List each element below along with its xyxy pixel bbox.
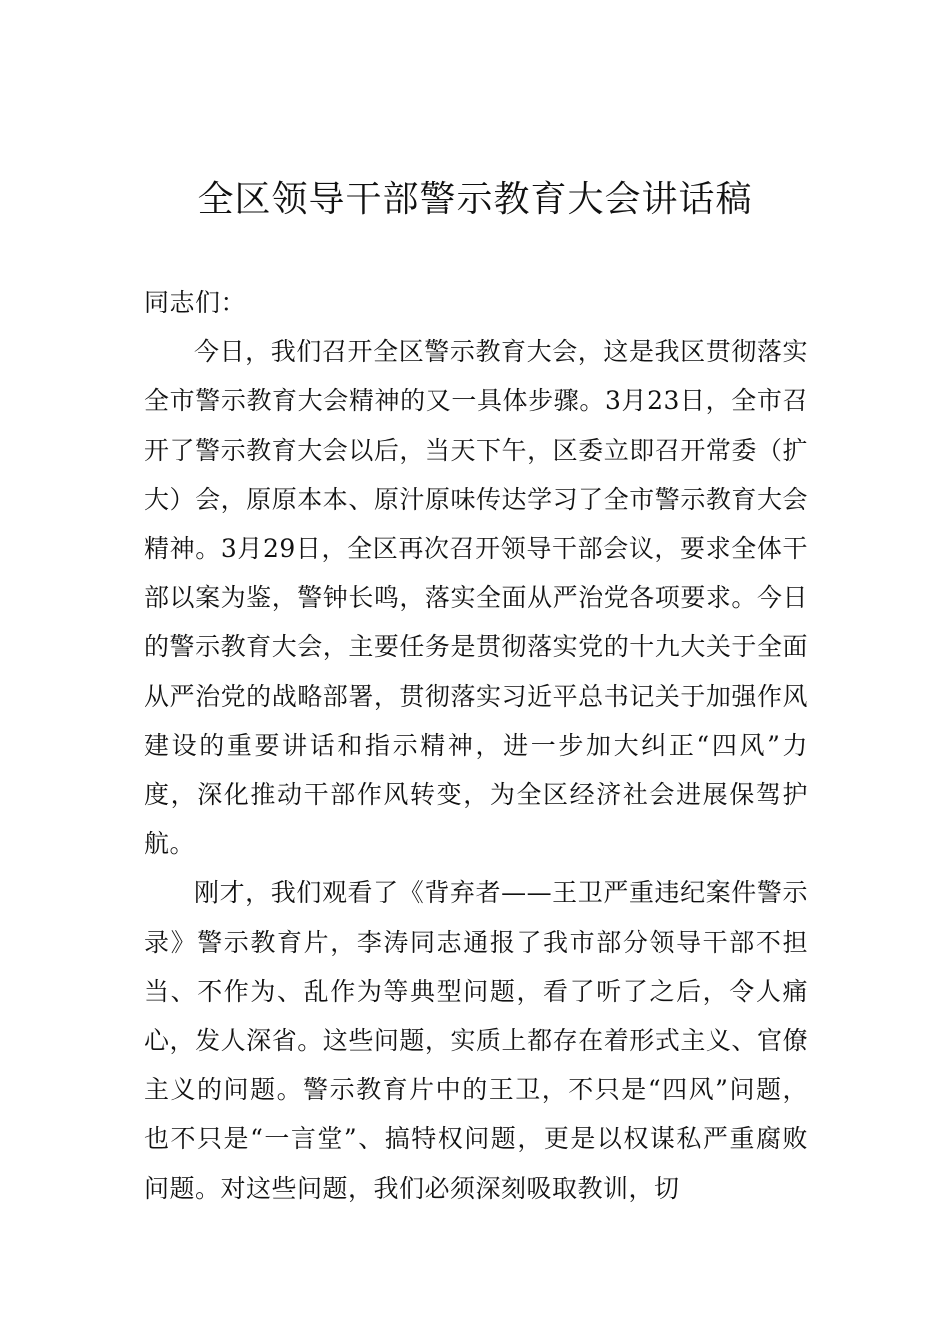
document-body	[144, 278, 808, 1213]
paragraph-2: 刚才，我们观看了《背弃者——王卫严重违纪案件警示录》警示教育片，李涛同志通报了我市部分领导干部不担当、不作为、乱作为等典型问题，看了听了之后，令人痛心，发人深省。这些问题，实质上都存在着形式主义、官僚主义的问题。警示教育片中的王卫，不只是“四风”问题，也不只是“一言堂”、搞特权问题，更是以权谋私严重腐败问题。对这些问题，我们必须深刻吸取教训，切	[144, 878, 808, 1203]
paragraph-1: 今日，我们召开全区警示教育大会，这是我区贯彻落实全市警示教育大会精神的又一具体步骤。3月23日，全市召开了警示教育大会以后，当天下午，区委立即召开常委（扩大）会，原原本本、原汁原味传达学习了全市警示教育大会精神。3月29日，全区再次召开领导干部会议，要求全体干部以案为鉴，警钟长鸣，落实全面从严治党各项要求。今日的警示教育大会，主要任务是贯彻落实党的十九大关于全面从严治党的战略部署，贯彻落实习近平总书记关于加强作风建设的重要讲话和指示精神，进一步加大纠正“四风”力度，深化推动干部作风转变，为全区经济社会进展保驾护航。	[144, 337, 808, 859]
document-title: 全区领导干部警示教育大会讲话稿	[197, 179, 753, 220]
salutation: 同志们：	[144, 288, 247, 317]
